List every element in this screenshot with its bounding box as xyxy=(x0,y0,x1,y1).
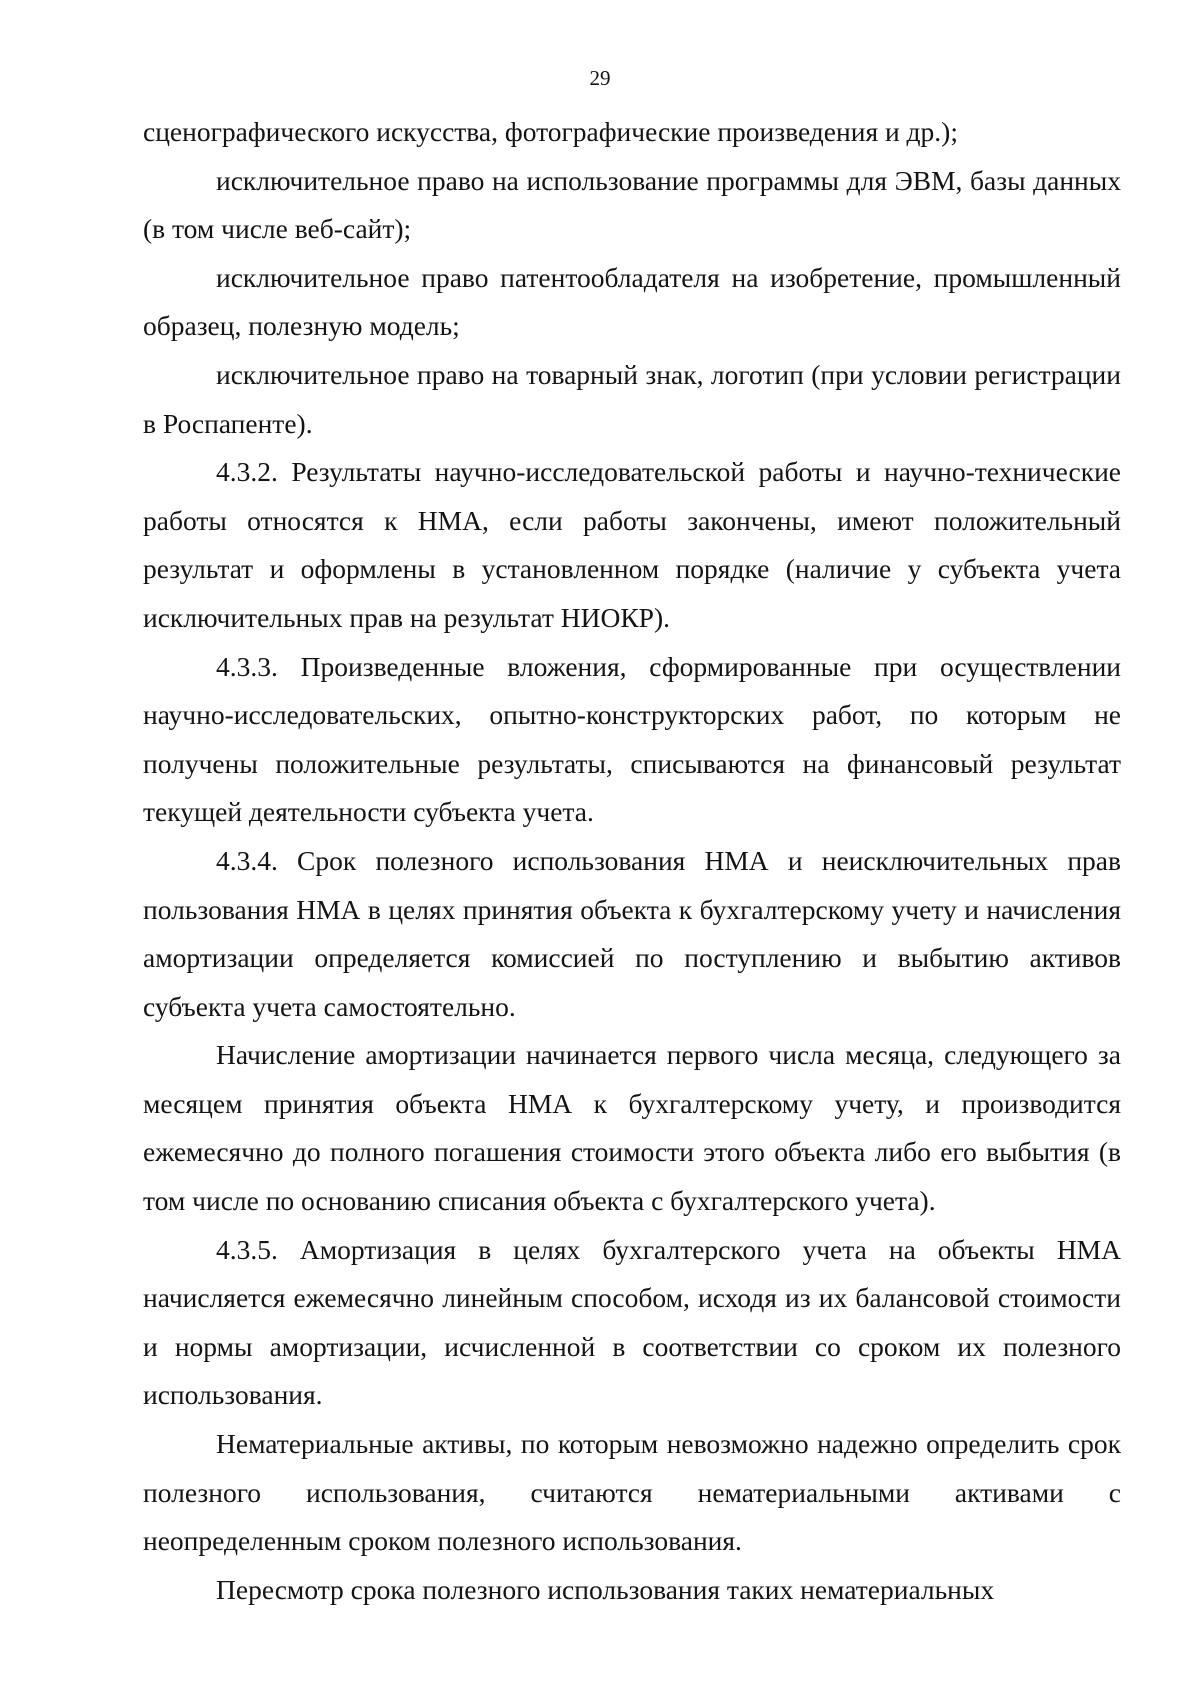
paragraph-trademark-rights: исключительное право на товарный знак, логотип (при условии регистрации в Роспапенте). xyxy=(143,358,1121,439)
paragraph-4-3-5: 4.3.5. Амортизация в целях бухгалтерского учета на объекты НМА начисляется ежемесячно линейным способом, исходя из их балансовой стоимости и нормы амортизации, исчисленной в соответствии со сроком их полезного использования. xyxy=(143,1233,1121,1411)
paragraph-review-term: Пересмотр срока полезного использования таких нематериальных xyxy=(216,1573,995,1605)
paragraph-continuation: сценографического искусства, фотографические произведения и др.); xyxy=(143,116,958,147)
paragraph-software-rights: исключительное право на использование программы для ЭВМ, базы данных (в том числе веб-сайт); xyxy=(143,164,1121,245)
paragraph-4-3-3: 4.3.3. Произведенные вложения, сформированные при осуществлении научно-исследовательских, опытно-конструкторских работ, по которым не получены положительные результаты, списываются на финансовый результат текущей деятельности субъекта учета. xyxy=(143,650,1121,828)
paragraph-4-3-4: 4.3.4. Срок полезного использования НМА и неисключительных прав пользования НМА в целях принятия объекта к бухгалтерскому учету и начисления амортизации определяется комиссией по поступлению и выбытию активов субъекта учета самостоятельно. xyxy=(143,844,1121,1022)
paragraph-indefinite-life: Нематериальные активы, по которым невозможно надежно определить срок полезного использования, считаются нематериальными активами с неопределенным сроком полезного использования. xyxy=(143,1428,1121,1557)
paragraph-amortization-start: Начисление амортизации начинается первого числа месяца, следующего за месяцем принятия объекта НМА к бухгалтерскому учету, и производится ежемесячно до полного погашения стоимости этого объекта либо его выбытия (в том числе по основанию списания объекта с бухгалтерского учета). xyxy=(143,1039,1121,1217)
paragraph-4-3-2: 4.3.2. Результаты научно-исследовательской работы и научно-технические работы относятся к НМА, если работы закончены, имеют положительный результат и оформлены в установленном порядке (наличие у субъекта учета исключительных прав на результат НИОКР). xyxy=(143,456,1121,633)
page-number: 29 xyxy=(589,66,611,90)
document-body xyxy=(143,108,1121,1614)
paragraph-patent-rights: исключительное право патентообладателя на изобретение, промышленный образец, полезную модель; xyxy=(143,261,1121,342)
